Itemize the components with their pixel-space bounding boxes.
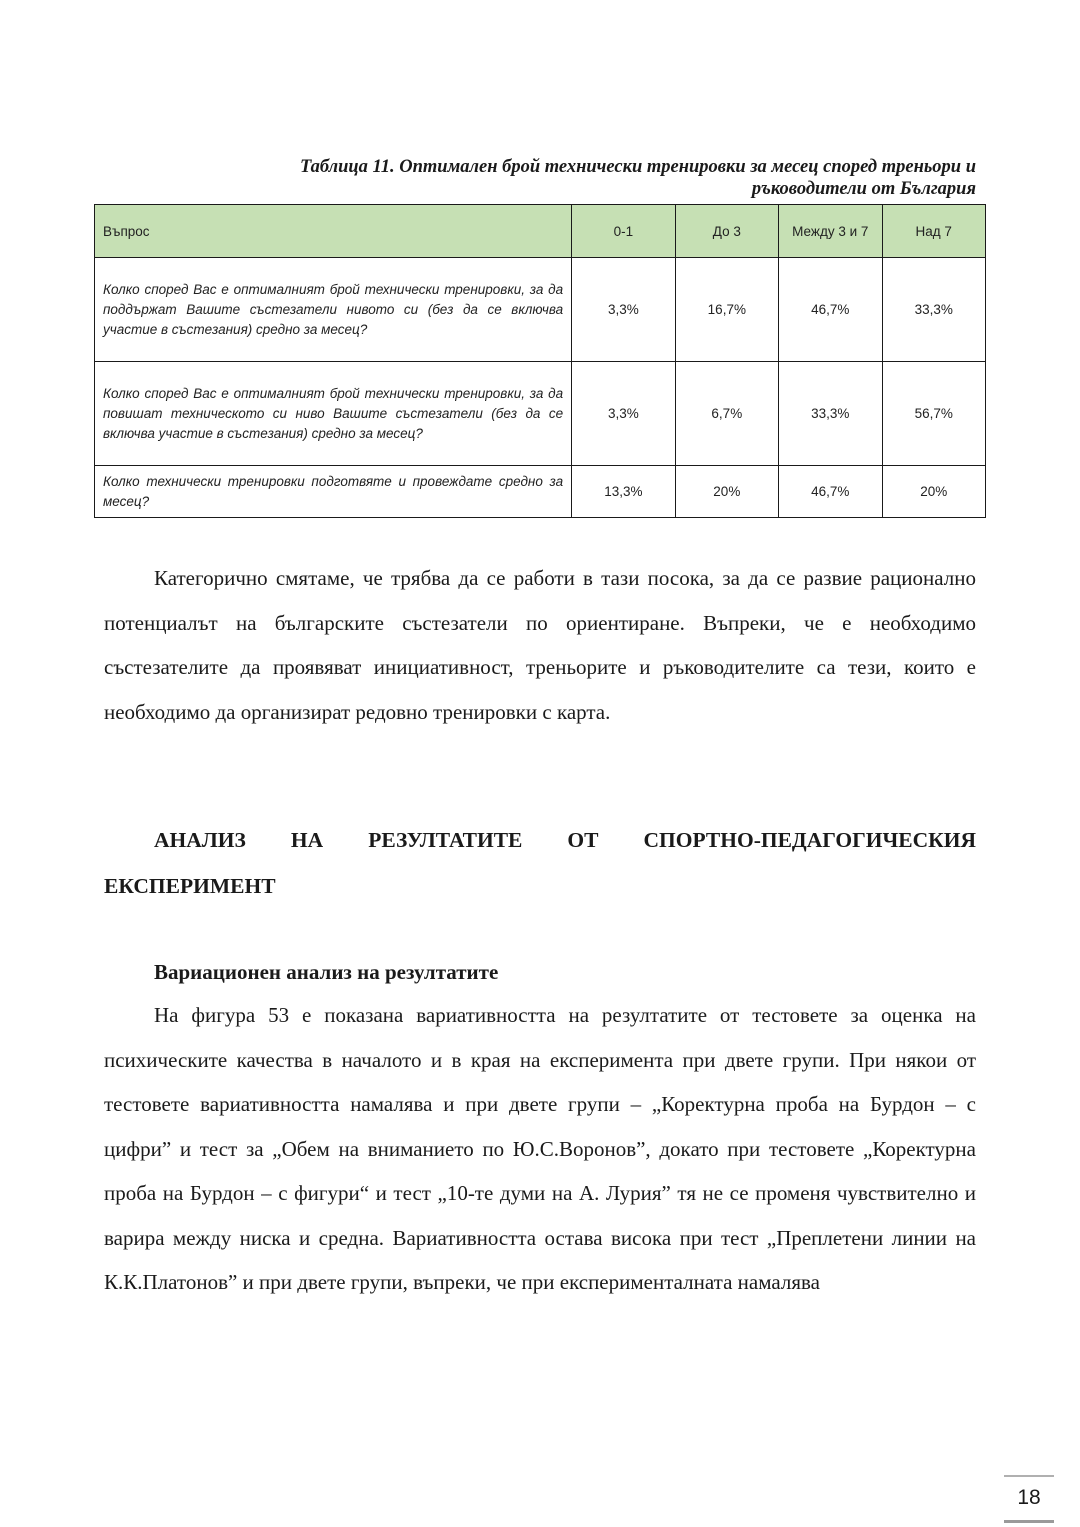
table-row bbox=[95, 258, 986, 362]
row-value: 20% bbox=[882, 466, 986, 518]
table-caption bbox=[94, 156, 976, 200]
row-question: Колко според Вас е оптималният брой технически тренировки, за да повишат техническото си ниво Вашите състезатели (без да се включва участие в състезания) средно за месец? bbox=[95, 362, 572, 466]
table-caption-line-1: Таблица 11. Оптимален брой технически тренировки за месец според треньори и bbox=[299, 157, 976, 177]
row-value: 16,7% bbox=[675, 258, 778, 362]
table-row bbox=[95, 362, 986, 466]
row-value: 46,7% bbox=[779, 466, 882, 518]
table-caption-line-2: ръководители от България bbox=[751, 179, 976, 199]
row-value: 3,3% bbox=[572, 362, 675, 466]
row-value: 3,3% bbox=[572, 258, 675, 362]
paragraph-analysis-block bbox=[104, 993, 976, 1305]
page-number: 18 bbox=[1004, 1475, 1054, 1523]
header-question: Въпрос bbox=[95, 205, 572, 258]
header-over-7: Над 7 bbox=[882, 205, 986, 258]
row-value: 46,7% bbox=[779, 258, 882, 362]
data-table bbox=[94, 204, 986, 518]
row-value: 6,7% bbox=[675, 362, 778, 466]
header-up-to-3: До 3 bbox=[675, 205, 778, 258]
paragraph-conclusion: Категорично смятаме, че трябва да се работи в тази посока, за да се развие рационално потенциалът на българските състезатели по ориентиране. Въпреки, че е необходимо състезателите да проявяват инициативност, треньорите и ръководителите са тези, които е необходимо да организират редовно тренировки с карта. bbox=[104, 566, 976, 724]
header-0-1: 0-1 bbox=[572, 205, 675, 258]
table-header-row bbox=[95, 205, 986, 258]
row-value: 20% bbox=[675, 466, 778, 518]
paragraph-conclusion-block bbox=[104, 556, 976, 734]
header-between-3-and-7: Между 3 и 7 bbox=[779, 205, 882, 258]
paragraph-analysis: На фигура 53 е показана вариативността на резултатите от тестовете за оценка на психическите качества в началото и в края на експеримента при двете групи. При някои от тестовете вариативността намалява и при двете групи – „Коректурна проба на Бурдон – с цифри” и тест за „Обем на вниманието по Ю.С.Воронов”, докато при тестовете „Коректурна проба на Бурдон – с фигури“ и тест „10-те думи на А. Лурия” тя не се променя чувствително и варира между ниска и средна. Вариативността остава висока при тест „Преплетени линии на К.К.Платонов” и при двете групи, въпреки, че при експерименталната намалява bbox=[104, 1003, 976, 1294]
subsection-heading: Вариационен анализ на резултатите bbox=[154, 960, 499, 984]
row-question: Колко според Вас е оптималният брой технически тренировки, за да поддържат Вашите състезатели нивото си (без да се включва участие в състезания) средно за месец? bbox=[95, 258, 572, 362]
table-row bbox=[95, 466, 986, 518]
row-value: 56,7% bbox=[882, 362, 986, 466]
row-value: 33,3% bbox=[779, 362, 882, 466]
section-heading: АНАЛИЗ НА РЕЗУЛТАТИТЕ ОТ СПОРТНО-ПЕДАГОГИЧЕСКИЯ ЕКСПЕРИМЕНТ bbox=[104, 828, 976, 898]
row-value: 13,3% bbox=[572, 466, 675, 518]
row-question: Колко технически тренировки подготвяте и провеждате средно за месец? bbox=[95, 466, 572, 518]
row-value: 33,3% bbox=[882, 258, 986, 362]
